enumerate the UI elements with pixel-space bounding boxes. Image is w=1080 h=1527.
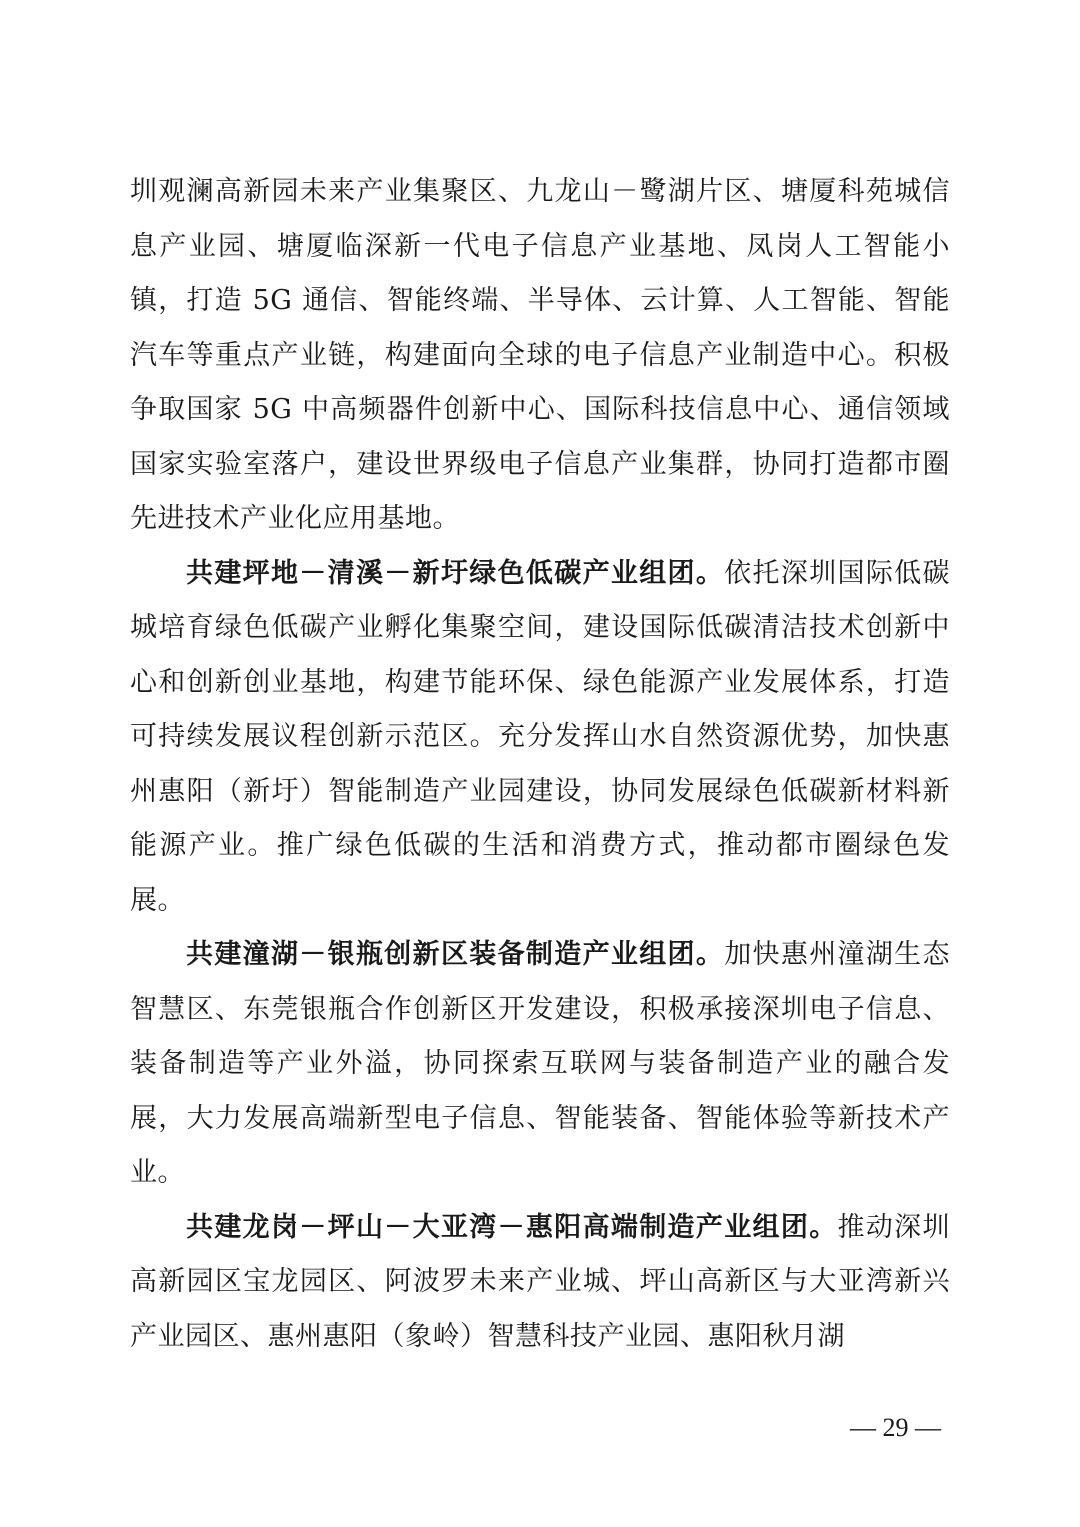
paragraph-pingdi-qingxi-xinxu	[130, 547, 950, 929]
document-body	[130, 165, 950, 1364]
paragraph-tonghu-yinping	[130, 928, 950, 1201]
paragraph-continuation	[130, 165, 950, 547]
paragraph-longgang-pingshan-dayawan-huiyang	[130, 1201, 950, 1365]
page-number: — 29 —	[850, 1413, 941, 1442]
paragraph-text: 圳观澜高新园未来产业集聚区、九龙山－鹭湖片区、塘厦科苑城信息产业园、塘厦临深新一代电子信息产业基地、凤岗人工智能小镇，打造 5G 通信、智能终端、半导体、云计算、人工智能、智能汽车等重点产业链，构建面向全球的电子信息产业制造中心。积极争取国家 5G 中高频器件创新中心、国际科技信息中心、通信领域国家实验室落户，建设世界级电子信息产业集群，协同打造都市圈先进技术产业化应用基地。	[130, 176, 950, 534]
paragraph-text: 加快惠州潼湖生态智慧区、东莞银瓶合作创新区开发建设，积极承接深圳电子信息、装备制造等产业外溢，协同探索互联网与装备制造产业的融合发展，大力发展高端新型电子信息、智能装备、智能体验等新技术产业。	[130, 939, 951, 1188]
paragraph-text: 依托深圳国际低碳城培育绿色低碳产业孵化集聚空间，建设国际低碳清洁技术创新中心和创新创业基地，构建节能环保、绿色能源产业发展体系，打造可持续发展议程创新示范区。充分发挥山水自然资源优势，加快惠州惠阳（新圩）智能制造产业园建设，协同发展绿色低碳新材料新能源产业。推广绿色低碳的生活和消费方式，推动都市圈绿色发展。	[130, 557, 951, 916]
paragraph-heading: 共建坪地－清溪－新圩绿色低碳产业组团。	[186, 557, 725, 589]
paragraph-heading: 共建潼湖－银瓶创新区装备制造产业组团。	[186, 939, 725, 970]
paragraph-heading: 共建龙岗－坪山－大亚湾－惠阳高端制造产业组团。	[186, 1211, 838, 1243]
paragraph-text: 推动深圳高新园区宝龙园区、阿波罗未来产业城、坪山高新区与大亚湾新兴产业园区、惠州惠阳（象岭）智慧科技产业园、惠阳秋月湖	[130, 1211, 951, 1352]
